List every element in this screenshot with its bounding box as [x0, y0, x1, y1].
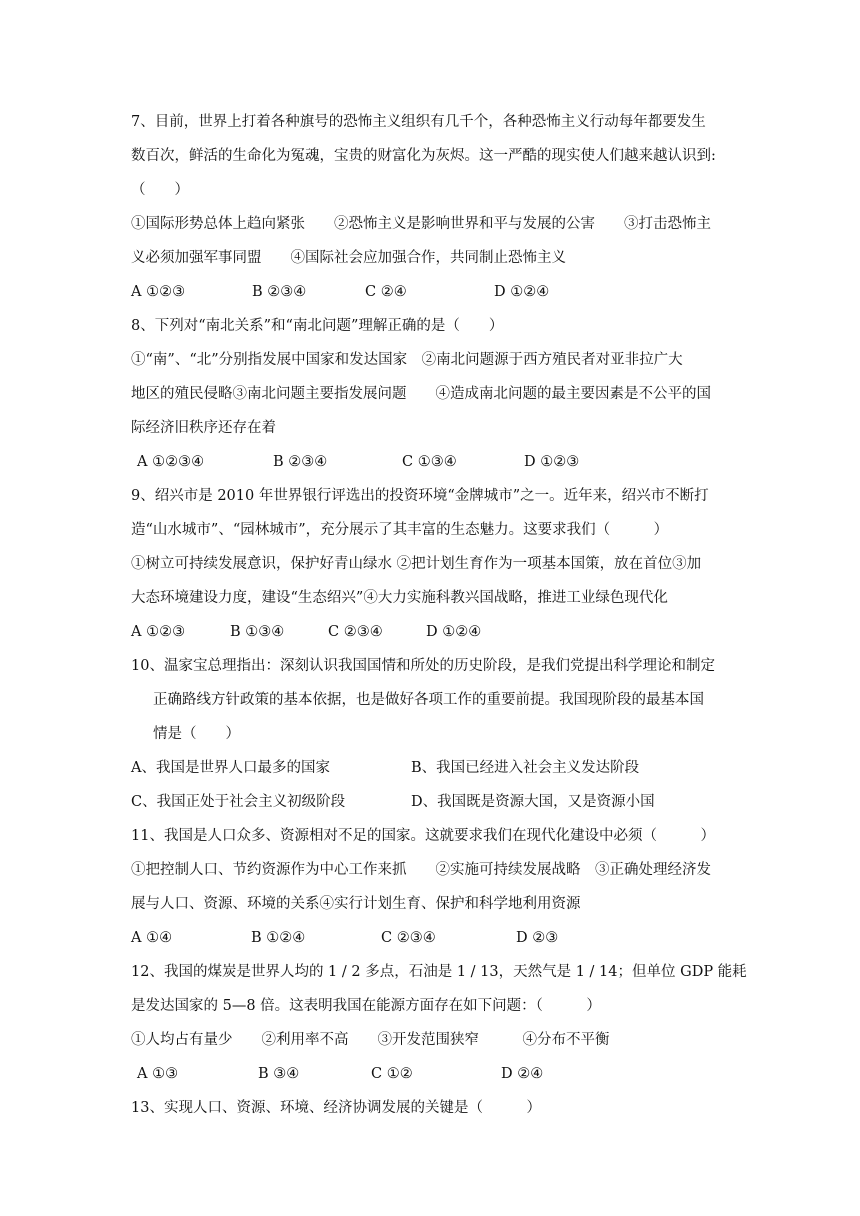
q11-option-c: C ②③④	[381, 930, 436, 946]
q8-option-c: C ①③④	[402, 454, 457, 470]
q11-line-3: 展与人口、资源、环境的关系④实行计划生育、保护和科学地利用资源	[131, 896, 581, 912]
q11-option-d: D ②③	[516, 930, 559, 946]
q9-line-4: 大态环境建设力度，建设“生态绍兴”④大力实施科教兴国战略，推进工业绿色现代化	[131, 590, 668, 606]
q10-line-2: 正确路线方针政策的基本依据，也是做好各项工作的重要前提。我国现阶段的最基本国	[153, 692, 704, 708]
q7-line-2: 数百次，鲜活的生命化为冤魂，宝贵的财富化为灰烬。这一严酷的现实使人们越来越认识到:	[131, 148, 716, 164]
q10-option-d: D、我国既是资源大国，又是资源小国	[411, 794, 655, 810]
q7-option-c: C ②④	[365, 284, 407, 300]
q7-option-b: B ②③④	[252, 284, 307, 300]
q10-line-3: 情是（ ）	[153, 726, 240, 742]
q8-line-2: ①“南”、“北”分别指发展中国家和发达国家 ②南北问题源于西方殖民者对亚非拉广大	[131, 352, 683, 368]
q8-line-4: 际经济旧秩序还存在着	[131, 420, 276, 436]
q12-option-b: B ③④	[258, 1066, 300, 1082]
q8-line-1: 8、下列对“南北关系”和“南北问题”理解正确的是（ ）	[131, 318, 504, 334]
q11-option-b: B ①②④	[251, 930, 306, 946]
q12-line-3: ①人均占有量少 ②利用率不高 ③开发范围狭窄 ④分布不平衡	[131, 1032, 610, 1048]
q10-option-b: B、我国已经进入社会主义发达阶段	[411, 760, 640, 776]
q8-option-b: B ②③④	[273, 454, 328, 470]
q11-option-a: A ①④	[131, 930, 173, 946]
q7-line-1: 7、目前，世界上打着各种旗号的恐怖主义组织有几千个，各种恐怖主义行动每年都要发生	[131, 114, 706, 130]
q9-line-1: 9、绍兴市是 2010 年世界银行评选出的投资环境“金牌城市”之一。近年来，绍兴市不断打	[131, 488, 709, 504]
q12-line-2: 是发达国家的 5—8 倍。这表明我国在能源方面存在如下问题：（ ）	[131, 998, 601, 1014]
q12-option-a: A ①③	[137, 1066, 179, 1082]
q9-option-b: B ①③④	[230, 624, 285, 640]
q10-option-a: A、我国是世界人口最多的国家	[131, 760, 330, 776]
q13-line-1: 13、实现人口、资源、环境、经济协调发展的关键是（ ）	[131, 1100, 541, 1116]
q11-line-1: 11、我国是人口众多、资源相对不足的国家。这就要求我们在现代化建设中必须（ ）	[131, 828, 715, 844]
q7-option-a: A ①②③	[131, 284, 186, 300]
q7-option-d: D ①②④	[494, 284, 550, 300]
q12-option-d: D ②④	[501, 1066, 544, 1082]
q12-line-1: 12、我国的煤炭是世界人均的 1 / 2 多点，石油是 1 / 13，天然气是 1 / 14；但单位 GDP 能耗	[131, 964, 747, 980]
q11-line-2: ①把控制人口、节约资源作为中心工作来抓 ②实施可持续发展战略 ③正确处理经济发	[131, 862, 711, 878]
q7-line-3: （ ）	[131, 182, 189, 198]
q12-option-c: C ①②	[371, 1066, 413, 1082]
q7-line-4: ①国际形势总体上趋向紧张 ②恐怖主义是影响世界和平与发展的公害 ③打击恐怖主	[131, 216, 711, 232]
q9-line-3: ①树立可持续发展意识，保护好青山绿水 ②把计划生育作为一项基本国策，放在首位③加	[131, 556, 702, 572]
q7-line-5: 义必须加强军事同盟 ④国际社会应加强合作，共同制止恐怖主义	[131, 250, 566, 266]
q9-option-d: D ①②④	[426, 624, 482, 640]
q9-option-c: C ②③④	[328, 624, 383, 640]
q8-line-3: 地区的殖民侵略③南北问题主要指发展问题 ④造成南北问题的最主要因素是不公平的国	[131, 386, 711, 402]
q8-option-a: A ①②③④	[137, 454, 205, 470]
q10-line-1: 10、温家宝总理指出：深刻认识我国国情和所处的历史阶段，是我们党提出科学理论和制定	[131, 658, 715, 674]
q9-option-a: A ①②③	[131, 624, 186, 640]
q10-option-c: C、我国正处于社会主义初级阶段	[131, 794, 346, 810]
q8-option-d: D ①②③	[524, 454, 580, 470]
q9-line-2: 造“山水城市”、“园林城市”，充分展示了其丰富的生态魅力。这要求我们（ ）	[131, 522, 669, 538]
